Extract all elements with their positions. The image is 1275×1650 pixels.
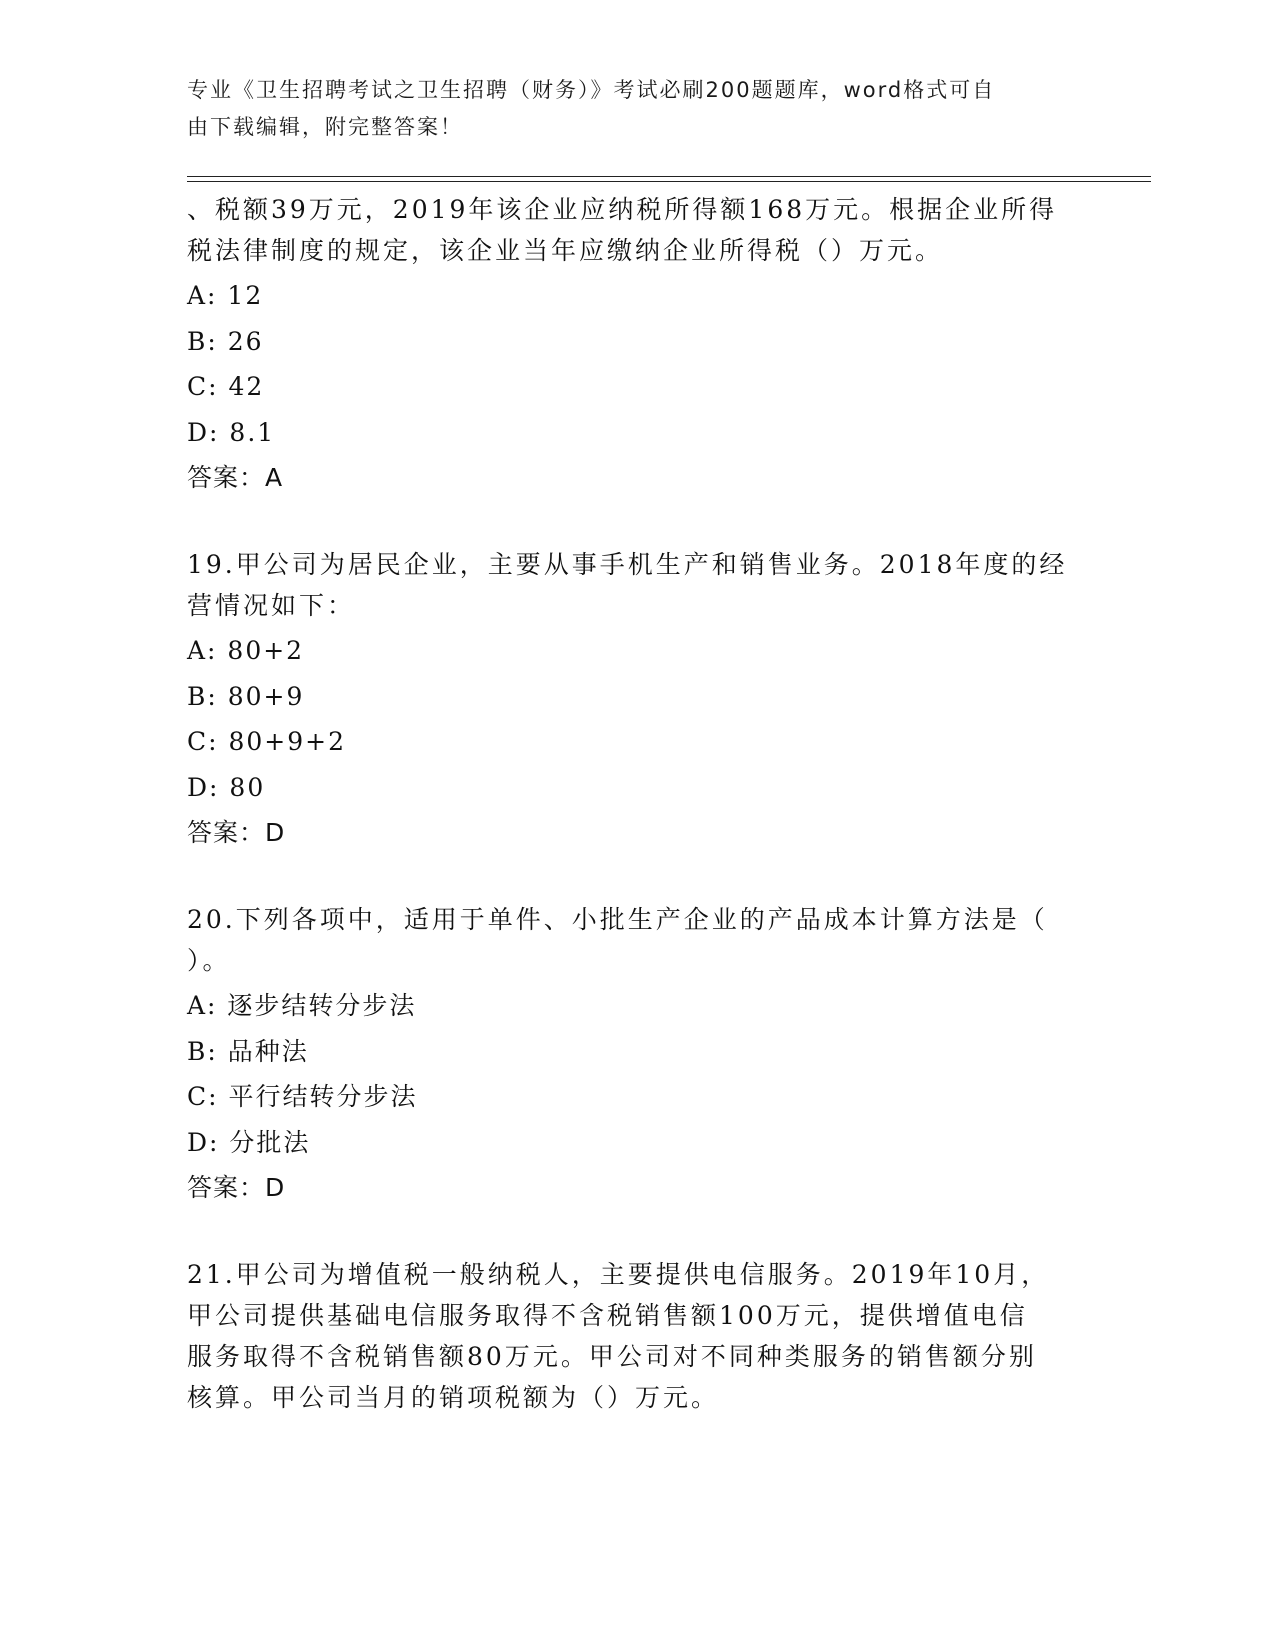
- option-b: B: 品种法: [187, 1036, 309, 1066]
- question-block: [187, 189, 1087, 500]
- question-block: [187, 1254, 1087, 1418]
- option-d: D: 8.1: [187, 417, 276, 447]
- header-line-1: 专业《卫生招聘考试之卫生招聘（财务）》考试必刷200题题库，word格式可自: [187, 78, 996, 102]
- question-stem: [187, 899, 1087, 981]
- question-stem: [187, 189, 1087, 271]
- option-d: D: 分批法: [187, 1127, 311, 1157]
- answer-line: 答案：D: [187, 1173, 286, 1202]
- stem-line: 、税额39万元，2019年该企业应纳税所得额168万元。根据企业所得: [187, 195, 1058, 224]
- header-line-2: 由下载编辑，附完整答案！: [187, 115, 463, 139]
- option-a: A: 80+2: [187, 636, 305, 665]
- stem-line: 服务取得不含税销售额80万元。甲公司对不同种类服务的销售额分别: [187, 1342, 1037, 1371]
- stem-line: 税法律制度的规定，该企业当年应缴纳企业所得税（）万元。: [187, 236, 944, 265]
- option-c: C: 42: [187, 372, 265, 401]
- header-divider-bottom: [187, 181, 1151, 182]
- stem-line: 21.甲公司为增值税一般纳税人，主要提供电信服务。2019年10月，: [187, 1260, 1050, 1289]
- option-c: C: 平行结转分步法: [187, 1082, 418, 1111]
- question-block: [187, 544, 1087, 855]
- header-divider-top: [187, 176, 1151, 177]
- option-b: B: 26: [187, 326, 264, 356]
- answer-line: 答案：D: [187, 818, 286, 847]
- option-c: C: 80+9+2: [187, 727, 347, 756]
- option-a: A: 逐步结转分步法: [187, 991, 417, 1020]
- option-b: B: 80+9: [187, 681, 305, 711]
- stem-line: ）。: [187, 946, 231, 975]
- page-header: [187, 72, 1087, 146]
- stem-line: 19.甲公司为居民企业，主要从事手机生产和销售业务。2018年度的经: [187, 550, 1068, 579]
- stem-line: 20.下列各项中，适用于单件、小批生产企业的产品成本计算方法是（: [187, 905, 1048, 934]
- question-list: [187, 189, 1087, 1420]
- option-a: A: 12: [187, 281, 264, 310]
- question-stem: [187, 544, 1087, 626]
- question-stem: [187, 1254, 1087, 1418]
- option-d: D: 80: [187, 772, 266, 802]
- answer-line: 答案：A: [187, 463, 284, 492]
- question-block: [187, 899, 1087, 1210]
- stem-line: 核算。甲公司当月的销项税额为（）万元。: [187, 1383, 720, 1412]
- stem-line: 甲公司提供基础电信服务取得不含税销售额100万元，提供增值电信: [187, 1301, 1028, 1330]
- stem-line: 营情况如下：: [187, 591, 356, 620]
